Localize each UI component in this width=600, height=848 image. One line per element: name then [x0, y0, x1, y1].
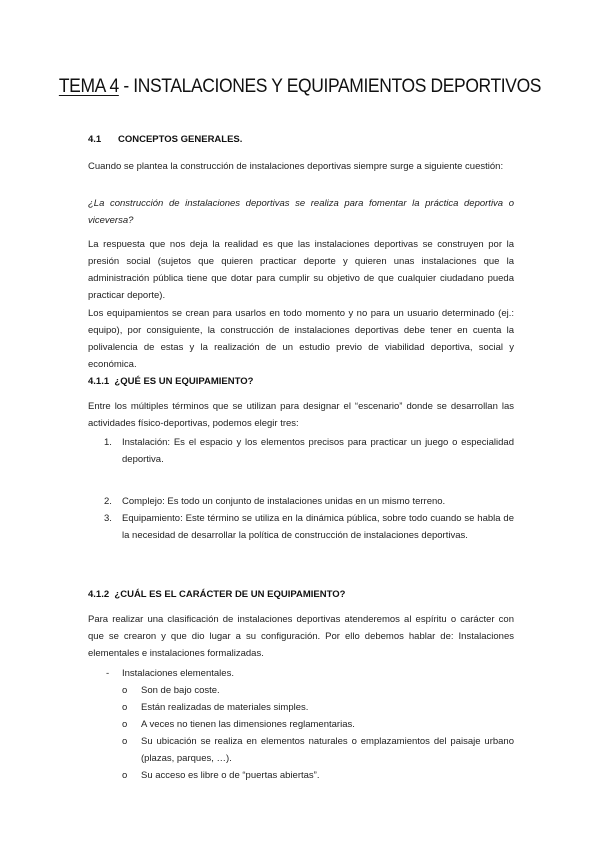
- sub-list-item: Su acceso es libre o de “puertas abiertas”.: [141, 770, 320, 781]
- list-item: Complejo: Es todo un conjunto de instalaciones unidas en un mismo terreno.: [122, 496, 446, 507]
- section-heading-4-1-1: [88, 376, 253, 387]
- sub-list-item: Son de bajo coste.: [141, 685, 220, 696]
- section-heading-4-1-2: [88, 589, 345, 600]
- section-number: 4.1.2: [88, 589, 110, 600]
- paragraph: Para realizar una clasificación de instalaciones deportivas atenderemos al espíritu o carácter con que se crearon y que dio lugar a su configuración. Por ello debemos hablar de: Instalaciones elementales e instalaciones formalizadas.: [88, 614, 514, 659]
- section-title: ¿CUÁL ES EL CARÁCTER DE UN EQUIPAMIENTO?: [114, 589, 346, 600]
- section-title: ¿QUÉ ES UN EQUIPAMIENTO?: [114, 376, 254, 387]
- sub-list-item: Su ubicación se realiza en elementos naturales o emplazamientos del paisaje urbano (plazas, parques, …).: [141, 736, 514, 764]
- dash-marker: -: [106, 668, 110, 679]
- paragraph: Los equipamientos se crean para usarlos en todo momento y no para un usuario determinado (ej.: equipo), por consiguiente, la construcción de instalaciones deportivas debe tener en cuenta la polivalencia de estas y la realización de un estudio previo de viabilidad deportiva, social y económica.: [88, 308, 514, 370]
- section-number: 4.1: [88, 134, 102, 145]
- bullet-marker: o: [122, 685, 128, 696]
- section-heading-4-1: [88, 134, 242, 145]
- list-marker: 1.: [104, 437, 112, 448]
- section-title: CONCEPTOS GENERALES.: [118, 134, 243, 145]
- paragraph: Entre los múltiples términos que se utilizan para designar el “escenario” donde se desarrollan las actividades físico-deportivas, podemos elegir tres:: [88, 401, 514, 429]
- page-title: [24, 76, 576, 98]
- title-rest: - INSTALACIONES Y EQUIPAMIENTOS DEPORTIVOS: [118, 76, 542, 97]
- list-marker: 3.: [104, 513, 112, 524]
- list-item: Instalación: Es el espacio y los elementos precisos para practicar un juego o especialidad deportiva.: [122, 437, 514, 465]
- sub-list-item: A veces no tienen las dimensiones reglamentarias.: [141, 719, 355, 730]
- paragraph: Cuando se plantea la construcción de instalaciones deportivas siempre surge a siguiente cuestión:: [88, 161, 504, 172]
- paragraph: La respuesta que nos deja la realidad es que las instalaciones deportivas se construyen por la presión social (sujetos que quieren practicar deporte y quieren unas instalaciones que la administración pública tiene que dotar para cumplir su objetivo de que cualquier ciudadano pueda practicar deporte).: [88, 239, 514, 301]
- bullet-marker: o: [122, 702, 128, 713]
- list-item: Instalaciones elementales.: [122, 668, 234, 679]
- question-paragraph: ¿La construcción de instalaciones deportivas se realiza para fomentar la práctica deportiva o viceversa?: [88, 198, 514, 226]
- bullet-marker: o: [122, 770, 128, 781]
- list-item: Equipamiento: Este término se utiliza en la dinámica pública, sobre todo cuando se habla de la necesidad de desarrollar la política de construcción de instalaciones deportivas.: [122, 513, 514, 541]
- list-marker: 2.: [104, 496, 112, 507]
- bullet-marker: o: [122, 736, 128, 747]
- section-number: 4.1.1: [88, 376, 110, 387]
- sub-list-item: Están realizadas de materiales simples.: [141, 702, 309, 713]
- bullet-marker: o: [122, 719, 128, 730]
- title-prefix: TEMA 4: [58, 76, 119, 97]
